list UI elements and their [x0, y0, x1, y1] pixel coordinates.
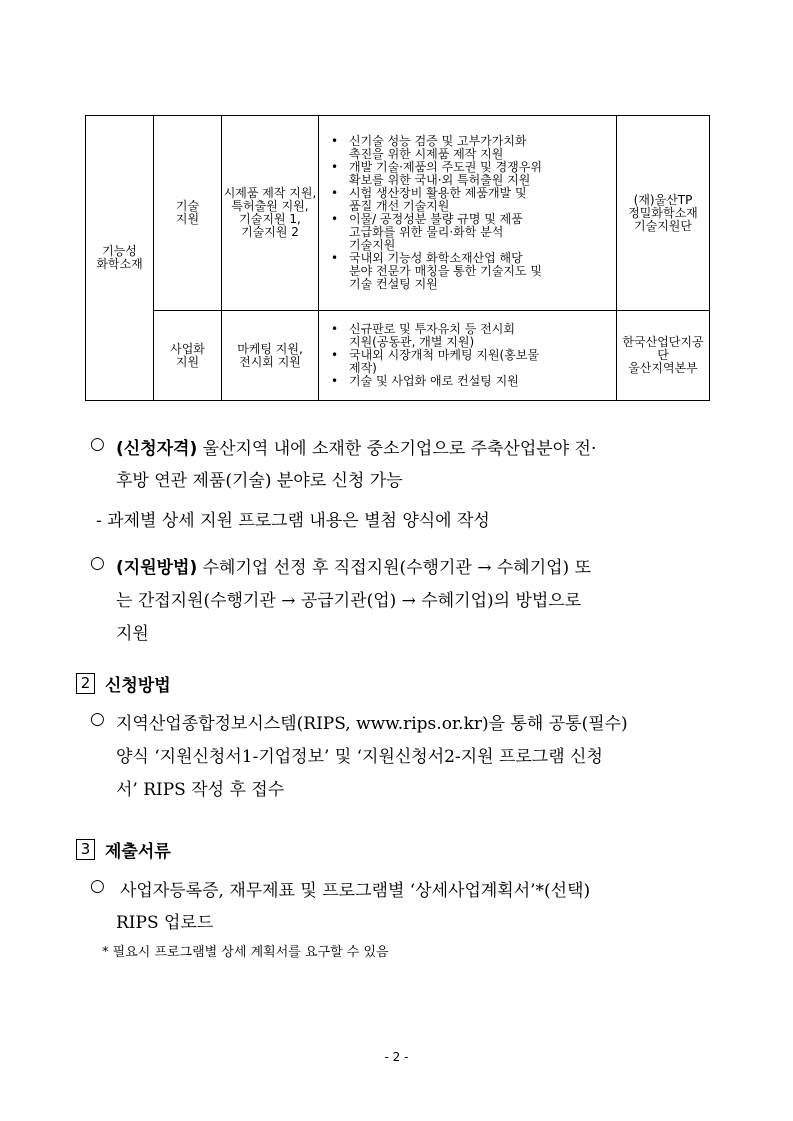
type-text: 사업화 지원	[170, 341, 205, 369]
details-cell	[319, 311, 617, 401]
section-heading-application	[76, 671, 171, 696]
bullet-marker: ○	[90, 876, 105, 896]
section-number-box: 2	[76, 673, 95, 694]
list-item: • 신기술 성능 검증 및 고부가가치화 촉진을 위한 시제품 제작 지원	[329, 135, 610, 161]
section-title: 신청방법	[105, 676, 171, 696]
type-cell	[154, 311, 222, 401]
application-line-1: 지역산업종합정보시스템(RIPS, www.rips.or.kr)을 통해 공통(필수)	[116, 714, 628, 734]
table-row	[86, 116, 710, 311]
program-cell	[222, 311, 319, 401]
method-line-2: 는 간접지원(수행기관 → 공급기관(업) → 수혜기업)의 방법으로	[116, 591, 582, 611]
agency-cell	[617, 116, 710, 311]
documents-line-2: RIPS 업로드	[116, 913, 214, 933]
documents-footnote: * 필요시 프로그램별 상세 계획서를 요구할 수 있음	[102, 945, 389, 960]
category-text: 기능성 화학소재	[96, 244, 143, 271]
agency-text: (재)울산TP 정밀화학소재 기술지원단	[628, 192, 698, 233]
method-text: 수혜기업 선정 후 직접지원(수행기관 → 수혜기업) 또	[197, 558, 592, 578]
category-cell	[86, 116, 154, 401]
eligibility-text: 울산지역 내에 소재한 중소기업으로 주축산업분야 전·	[197, 439, 597, 459]
program-text: 마케팅 지원, 전시회 지원	[237, 341, 303, 369]
list-item: • 시험 생산장비 활용한 제품개발 및 품질 개선 기술지원	[329, 187, 610, 213]
details-list	[329, 323, 610, 388]
eligibility-line-1	[116, 434, 596, 459]
bullet-marker: ○	[90, 553, 105, 573]
type-text: 기술 지원	[175, 199, 200, 226]
section-title: 제출서류	[105, 842, 171, 862]
list-item: • 국내외 기능성 화학소재산업 해당 분야 전문가 매칭을 통한 기술지도 및 기술 컨설팅 지원	[329, 252, 610, 291]
list-item: • 이물/ 공정성분 불량 규명 및 제품 고급화를 위한 물리·화학 분석 기술지원	[329, 213, 610, 252]
list-item: • 기술 및 사업화 애로 컨설팅 지원	[329, 375, 610, 388]
program-cell	[222, 116, 319, 311]
page-number: - 2 -	[384, 1050, 409, 1064]
bullet-marker: ○	[90, 709, 105, 729]
agency-text: 한국산업단지공단 울산지역본부	[622, 335, 704, 375]
method-line-1	[116, 553, 591, 578]
eligibility-label: (신청자격)	[116, 439, 198, 459]
bullet-marker: ○	[90, 434, 105, 454]
eligibility-line-2: 후방 연관 제품(기술) 분야로 신청 가능	[116, 471, 403, 491]
section-heading-documents	[76, 837, 171, 862]
documents-line-1: 사업자등록증, 재무제표 및 프로그램별 ‘상세사업계획서’*(선택)	[120, 881, 591, 901]
details-cell	[319, 116, 617, 311]
table-row	[86, 311, 710, 401]
list-item: • 개발 기술·제품의 주도권 및 경쟁우위 확보를 위한 국내·외 특허출원 지원	[329, 161, 610, 187]
agency-cell	[617, 311, 710, 401]
program-text: 시제품 제작 지원, 특허출원 지원, 기술지원 1, 기술지원 2	[223, 186, 317, 239]
method-line-3: 지원	[116, 624, 149, 644]
section-number-box: 3	[76, 839, 95, 860]
application-line-3: 서’ RIPS 작성 후 접수	[116, 780, 285, 800]
eligibility-sub-note: - 과제별 상세 지원 프로그램 내용은 별첨 양식에 작성	[96, 511, 490, 531]
details-list	[329, 135, 610, 291]
list-item: • 신규판로 및 투자유치 등 전시회 지원(공동관, 개별 지원)	[329, 323, 610, 349]
type-cell	[154, 116, 222, 311]
list-item: • 국내외 시장개척 마케팅 지원(홍보물 제작)	[329, 349, 610, 375]
method-label: (지원방법)	[116, 558, 198, 578]
support-program-table	[85, 115, 710, 401]
application-line-2: 양식 ‘지원신청서1-기업정보’ 및 ‘지원신청서2-지원 프로그램 신청	[116, 747, 603, 767]
